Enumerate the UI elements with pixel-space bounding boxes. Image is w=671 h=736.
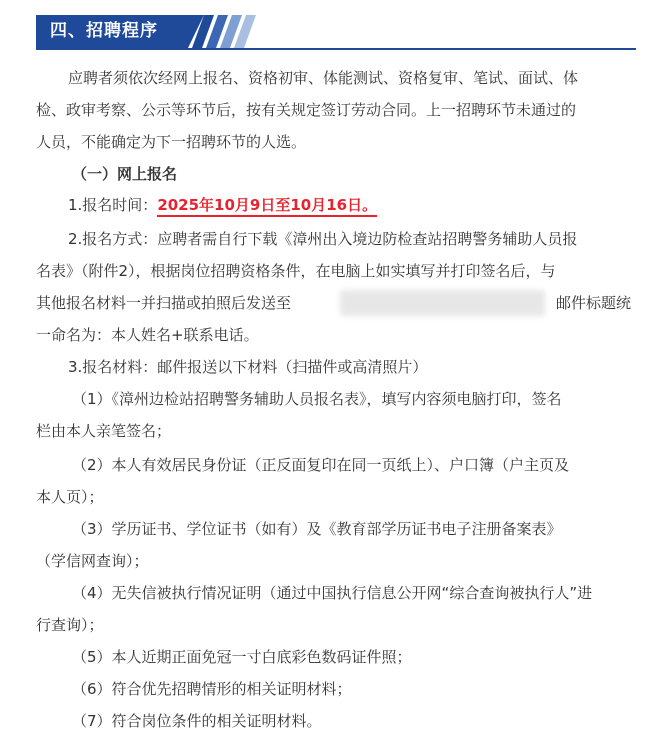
registration-time-label: 1.报名时间： <box>68 196 158 214</box>
material-2-line-1: （2）本人有效居民身份证（正反面复印在同一页纸上）、户口簿（户主页及 <box>72 456 570 474</box>
material-2-line-2: 本人页）； <box>36 488 104 506</box>
material-4-line-1: （4）无失信被执行情况证明（通过中国执行信息公开网“综合查询被执行人”进 <box>72 584 593 602</box>
intro-line-3: 人员，不能确定为下一招聘环节的人选。 <box>36 133 307 151</box>
redacted-email-address <box>340 290 545 316</box>
registration-time-line <box>68 195 377 215</box>
material-6: （6）符合优先招聘情形的相关证明材料； <box>72 680 352 698</box>
registration-method-line-4: 一命名为：本人姓名+联系电话。 <box>36 326 259 344</box>
registration-time-value: 2025年10月9日至10月16日。 <box>157 196 377 217</box>
intro-line-1: 应聘者须依次经网上报名、资格初审、体能测试、资格复审、笔试、面试、体 <box>68 69 579 87</box>
section-title: 四、招聘程序 <box>50 21 158 41</box>
material-1-line-2: 栏由本人亲笔签名； <box>36 422 172 440</box>
material-1-line-1: （1）《漳州边检站招聘警务辅助人员报名表》，填写内容须电脑打印，签名 <box>72 390 562 408</box>
materials-intro: 3.报名材料：邮件报送以下材料（扫描件或高清照片） <box>68 358 428 376</box>
registration-method-line-3-right: 邮件标题统 <box>556 294 632 312</box>
material-4-line-2: 行查询）； <box>36 616 104 634</box>
subsection-title: （一）网上报名 <box>72 165 178 183</box>
material-3-line-1: （3）学历证书、学位证书（如有）及《教育部学历证书电子注册备案表》 <box>72 520 562 538</box>
material-7: （7）符合岗位条件的相关证明材料。 <box>72 712 322 730</box>
section-header <box>36 15 636 51</box>
section-header-underline <box>36 48 636 50</box>
intro-line-2: 检、政审考察、公示等环节后，按有关规定签订劳动合同。上一招聘环节未通过的 <box>36 101 577 119</box>
registration-method-line-2: 名表》（附件2），根据岗位招聘资格条件，在电脑上如实填写并打印签名后，与 <box>36 262 556 280</box>
registration-method-line-1: 2.报名方式：应聘者需自行下载《漳州出入境边防检查站招聘警务辅助人员报 <box>68 230 578 248</box>
registration-method-line-3-left: 其他报名材料一并扫描或拍照后发送至 <box>36 294 292 312</box>
header-stripes-decoration <box>188 15 268 48</box>
material-3-line-2: （学信网查询）； <box>36 552 149 570</box>
material-5: （5）本人近期正面免冠一寸白底彩色数码证件照； <box>72 648 412 666</box>
